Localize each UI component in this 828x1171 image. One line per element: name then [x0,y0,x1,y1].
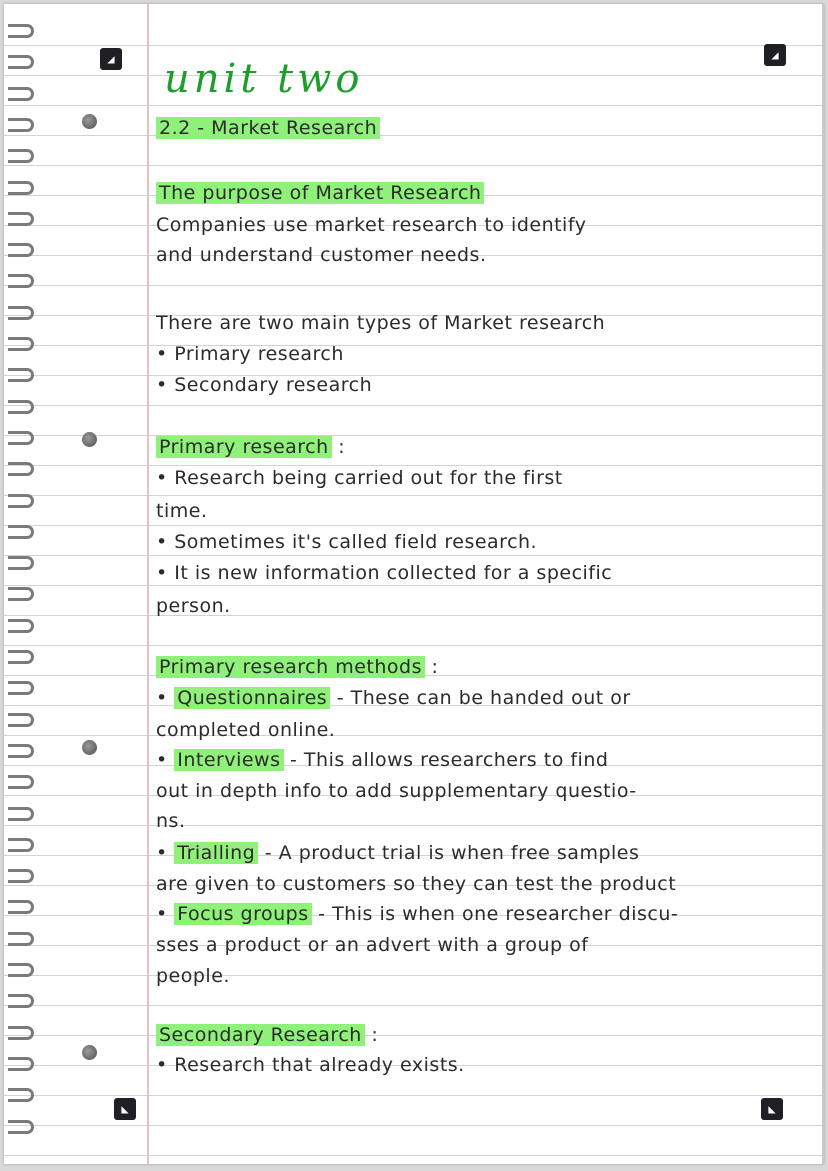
bullet-item: • Questionnaires - These can be handed out or [156,687,631,709]
bullet-item: • Trialling - A product trial is when free samples [156,842,640,864]
margin-line [147,4,149,1164]
text-line: sses a product or an advert with a group of [156,934,589,956]
spiral-coil [8,24,34,38]
spiral-coil [8,494,34,508]
section-heading: 2.2 - Market Research [156,117,380,139]
spiral-coil [8,400,34,414]
spiral-coil [8,650,34,664]
spiral-coil [8,838,34,852]
spiral-coil [8,368,34,382]
spiral-coil [8,181,34,195]
spiral-coil [8,306,34,320]
spiral-coil [8,807,34,821]
text-line: completed online. [156,719,336,741]
spiral-coil [8,556,34,570]
spiral-coil [8,681,34,695]
bullet-item: • Sometimes it's called field research. [156,531,538,553]
spiral-coil [8,1120,34,1134]
punch-hole [82,1045,97,1060]
bullet-item: • Primary research [156,343,344,365]
spiral-coil [8,55,34,69]
bullet-item: • Research that already exists. [156,1054,465,1076]
bullet-item: • It is new information collected for a specific [156,562,613,584]
spiral-coil [8,1057,34,1071]
spiral-coil [8,1088,34,1102]
spiral-coil [8,431,34,445]
page-title: unit two [164,56,364,102]
spiral-coil [8,274,34,288]
spiral-binding [4,24,44,1154]
corner-mark-icon: ◢ [100,48,122,70]
notebook-page [4,4,824,1164]
spiral-coil [8,963,34,977]
text-line: out in depth info to add supplementary questio- [156,780,637,802]
bullet-item: • Secondary research [156,374,373,396]
punch-hole [82,114,97,129]
spiral-coil [8,869,34,883]
text-line: people. [156,965,230,987]
text-line: and understand customer needs. [156,244,487,266]
secondary-heading: Secondary Research : [156,1024,378,1046]
corner-mark-icon: ◢ [764,44,786,66]
corner-mark-icon: ◣ [114,1098,136,1120]
text-line: There are two main types of Market research [156,312,606,334]
spiral-coil [8,932,34,946]
text-line: ns. [156,810,186,832]
spiral-coil [8,118,34,132]
text-line: time. [156,500,208,522]
purpose-heading: The purpose of Market Research [156,182,484,204]
spiral-coil [8,713,34,727]
spiral-coil [8,587,34,601]
spiral-coil [8,87,34,101]
corner-mark-icon: ◣ [761,1098,783,1120]
bullet-item: • Interviews - This allows researchers to find [156,749,609,771]
methods-heading: Primary research methods : [156,656,438,678]
spiral-coil [8,462,34,476]
punch-hole [82,432,97,447]
bullet-item: • Research being carried out for the first [156,467,563,489]
spiral-coil [8,619,34,633]
spiral-coil [8,900,34,914]
spiral-coil [8,337,34,351]
spiral-coil [8,775,34,789]
spiral-coil [8,744,34,758]
bullet-item: • Focus groups - This is when one researcher discu- [156,903,679,925]
spiral-coil [8,212,34,226]
spiral-coil [8,149,34,163]
spiral-coil [8,1026,34,1040]
punch-hole [82,740,97,755]
text-line: are given to customers so they can test the product [156,873,677,895]
spiral-coil [8,525,34,539]
primary-heading: Primary research : [156,436,345,458]
spiral-coil [8,994,34,1008]
text-line: person. [156,595,231,617]
spiral-coil [8,243,34,257]
text-line: Companies use market research to identify [156,214,587,236]
